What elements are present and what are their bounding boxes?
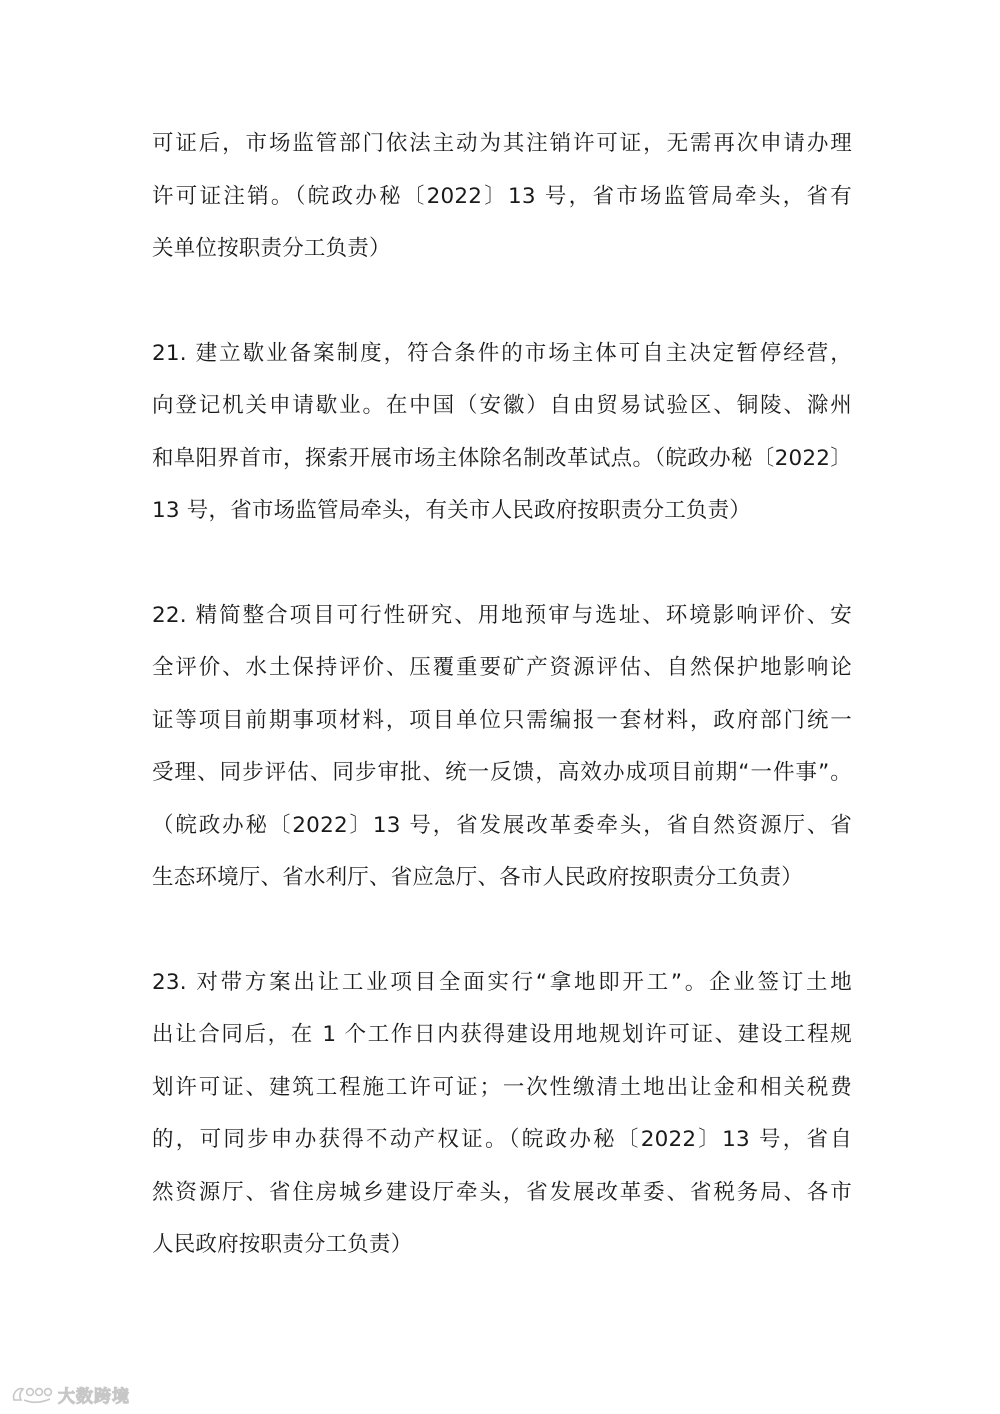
text-line: 人民政府按职责分工负责） [152, 1232, 413, 1257]
text-line: 出让合同后，在 1 个工作日内获得建设用地规划许可证、建设工程规 [152, 1022, 852, 1047]
text-line: 全评价、水土保持评价、压覆重要矿产资源评估、自然保护地影响论 [152, 655, 852, 680]
paragraph-spacer [152, 276, 852, 328]
paragraph-item-23 [152, 957, 852, 1272]
paragraph-continuation [152, 118, 852, 276]
watermark-text: 大数跨境 [58, 1386, 130, 1407]
paragraph-spacer [152, 538, 852, 590]
text-line: （皖政办秘〔2022〕13 号，省发展改革委牵头，省自然资源厅、省 [152, 812, 852, 838]
text-line: 22. 精简整合项目可行性研究、用地预审与选址、环境影响评价、安 [152, 602, 852, 628]
paragraph-item-21 [152, 328, 852, 538]
watermark [10, 1382, 130, 1406]
paragraph-spacer [152, 905, 852, 957]
text-line: 23. 对带方案出让工业项目全面实行“拿地即开工”。企业签订土地 [152, 969, 852, 995]
text-line: 证等项目前期事项材料，项目单位只需编报一套材料，政府部门统一 [152, 707, 852, 733]
text-line: 划许可证、建筑工程施工许可证；一次性缴清土地出让金和相关税费 [152, 1074, 852, 1100]
text-line: 向登记机关申请歇业。在中国（安徽）自由贸易试验区、铜陵、滁州 [152, 393, 852, 418]
text-line: 21. 建立歇业备案制度，符合条件的市场主体可自主决定暂停经营， [152, 340, 852, 366]
paragraph-item-22 [152, 590, 852, 905]
text-line: 关单位按职责分工负责） [152, 236, 391, 261]
text-line: 生态环境厅、省水利厅、省应急厅、各市人民政府按职责分工负责） [152, 865, 804, 890]
text-line: 可证后，市场监管部门依法主动为其注销许可证，无需再次申请办理 [152, 131, 852, 156]
text-line: 13 号，省市场监管局牵头，有关市人民政府按职责分工负责） [152, 498, 751, 523]
text-line: 然资源厅、省住房城乡建设厅牵头，省发展改革委、省税务局、各市 [152, 1179, 852, 1205]
document-body [152, 118, 852, 1272]
text-line: 受理、同步评估、同步审批、统一反馈，高效办成项目前期“一件事”。 [152, 760, 852, 785]
watermark-logo-icon [10, 1383, 54, 1405]
text-line: 的，可同步申办获得不动产权证。（皖政办秘〔2022〕13 号，省自 [152, 1127, 852, 1152]
text-line: 许可证注销。（皖政办秘〔2022〕13 号，省市场监管局牵头，省有 [152, 183, 852, 209]
text-line: 和阜阳界首市，探索开展市场主体除名制改革试点。（皖政办秘〔2022〕 [152, 445, 852, 471]
